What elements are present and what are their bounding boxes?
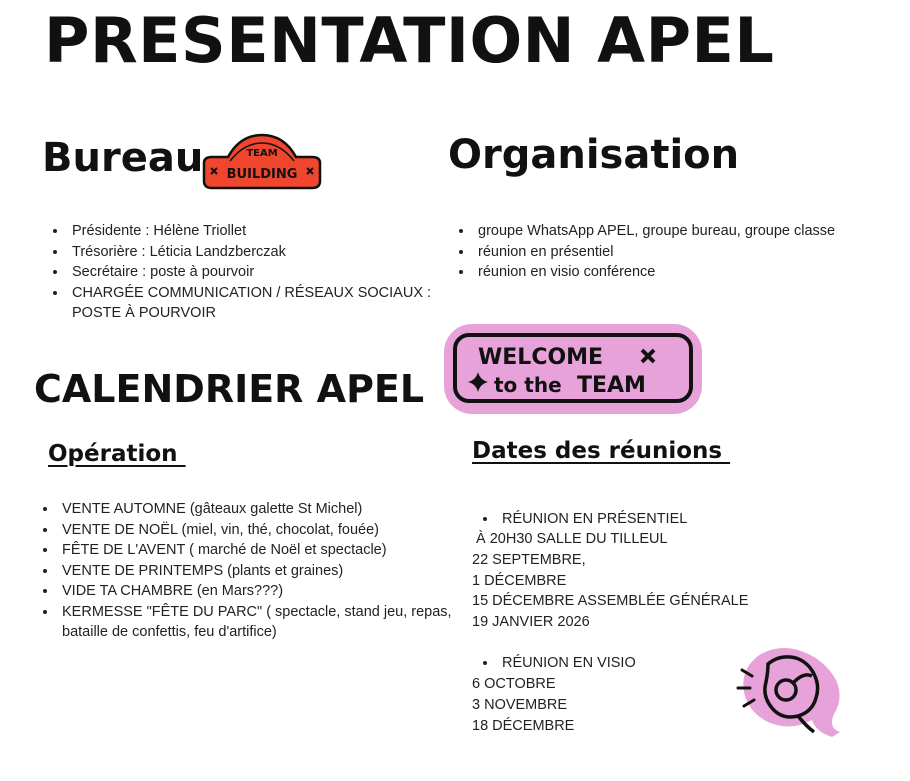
list-item: • CHARGÉE COMMUNICATION / RÉSEAUX SOCIAUX : POSTE À POURVOIR (68, 283, 468, 324)
reunions-heading: Dates des réunions (472, 438, 731, 464)
presentiel-line: 1 DÉCEMBRE (472, 572, 567, 589)
visio-line: 6 OCTOBRE (472, 676, 556, 692)
to-the-text: to the (494, 373, 562, 397)
organisation-list (452, 221, 854, 283)
presentiel-label: • RÉUNION EN PRÉSENTIEL (498, 509, 798, 530)
list-item: • KERMESSE "FÊTE DU PARC" ( spectacle, stand jeu, repas, bataille de confettis, feu d'artifice) (58, 602, 458, 643)
list-item: • VIDE TA CHAMBRE (en Mars???) (58, 581, 458, 602)
presentiel-line: À 20H30 SALLE DU TILLEUL (472, 531, 668, 547)
presentiel-line: 15 DÉCEMBRE ASSEMBLÉE GÉNÉRALE (472, 593, 749, 610)
badge-top-text: TEAM (246, 148, 278, 159)
list-item: • VENTE AUTOMNE (gâteaux galette St Michel) (58, 499, 458, 520)
list-item: • réunion en présentiel (474, 242, 854, 263)
visio-label: • RÉUNION EN VISIO (498, 653, 798, 674)
list-item: • VENTE DE PRINTEMPS (plants et graines) (58, 561, 458, 582)
list-item: • FÊTE DE L'AVENT ( marché de Noël et spectacle) (58, 540, 458, 561)
list-item: • VENTE DE NOËL (miel, vin, thé, chocolat, fouée) (58, 520, 458, 541)
presentiel-dates (472, 529, 748, 633)
badge-bottom-text: BUILDING (226, 167, 298, 182)
visio-dates (472, 674, 574, 736)
operation-heading: Opération (48, 441, 186, 467)
visio-line: 3 NOVEMBRE (472, 696, 568, 713)
organisation-heading: Organisation (448, 132, 740, 178)
welcome-to-the-team-sticker (442, 322, 704, 416)
team-text: TEAM (577, 373, 646, 398)
list-item: • Présidente : Hélène Triollet (68, 221, 468, 242)
presentiel-line: 19 JANVIER 2026 (472, 614, 590, 631)
bureau-list (46, 221, 468, 324)
calendrier-heading: CALENDRIER APEL (34, 367, 425, 411)
list-item: • Trésorière : Léticia Landzberczak (68, 242, 468, 263)
welcome-text: WELCOME (478, 345, 604, 370)
page-title: PRESENTATION APEL (44, 4, 775, 77)
visio-line: 18 DÉCEMBRE (472, 717, 575, 734)
list-item: • groupe WhatsApp APEL, groupe bureau, groupe classe (474, 221, 854, 242)
list-item: • Secrétaire : poste à pourvoir (68, 262, 468, 283)
bureau-heading: Bureau (42, 135, 204, 181)
presentiel-line: 22 SEPTEMBRE, (472, 551, 586, 568)
list-item: • réunion en visio conférence (474, 262, 854, 283)
presentiel-label-list (476, 509, 798, 530)
ok-hand-icon (728, 642, 854, 738)
operation-list (36, 499, 458, 643)
team-building-badge-icon (200, 133, 324, 191)
